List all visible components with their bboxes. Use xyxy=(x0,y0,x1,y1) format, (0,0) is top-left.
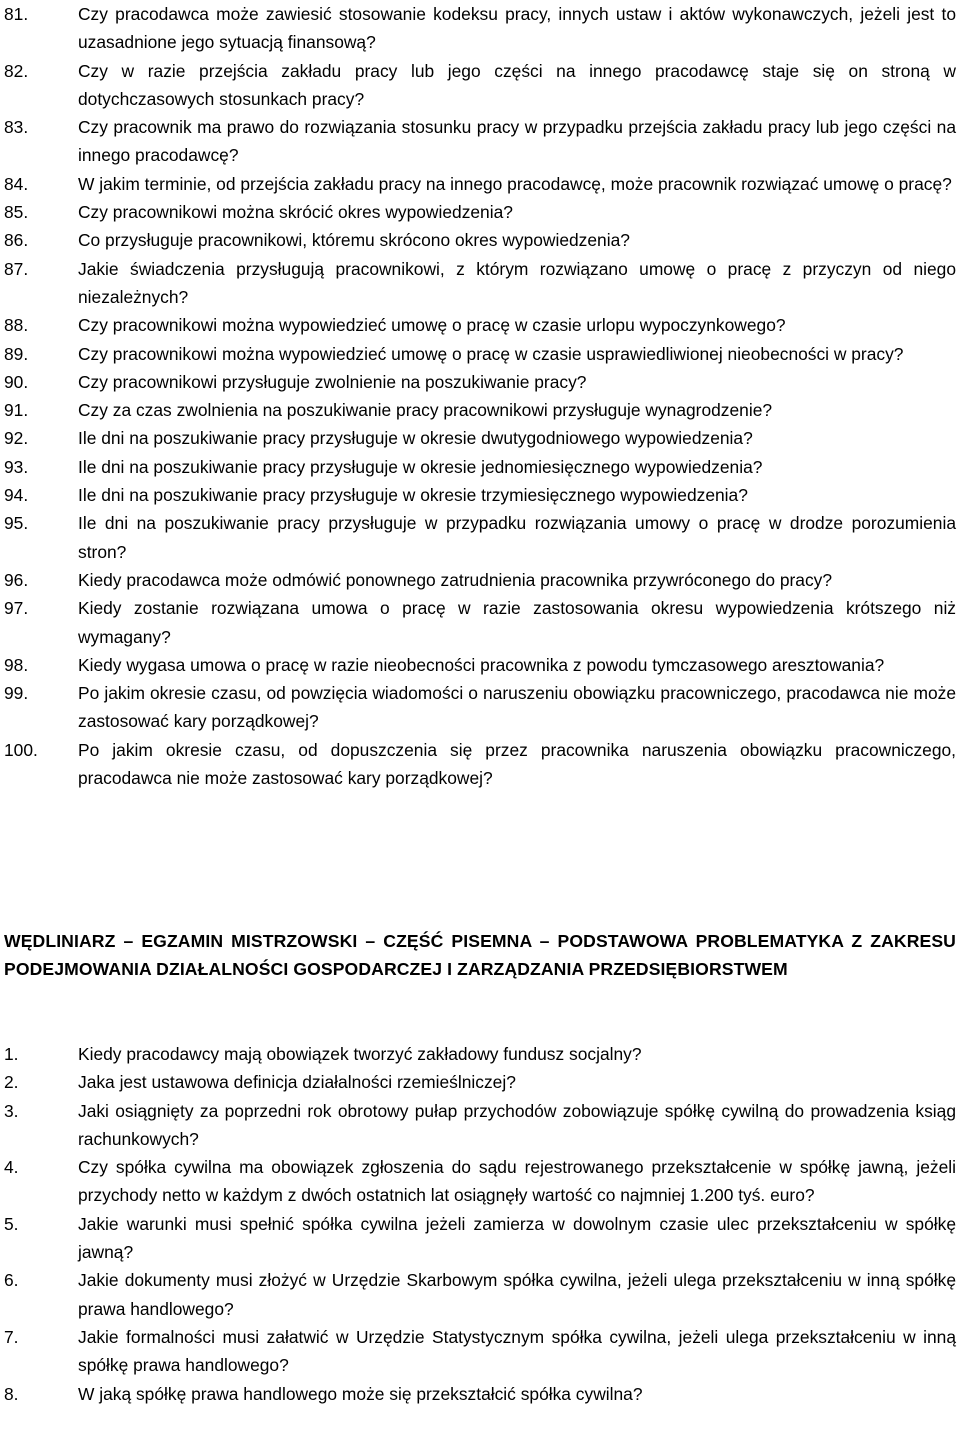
item-number: 92. xyxy=(4,428,29,449)
item-number: 100. xyxy=(4,739,38,760)
item-question-text: Ile dni na poszukiwanie pracy przysługuje w okresie jednomiesięcznego wypowiedzenia? xyxy=(78,456,763,477)
item-number: 99. xyxy=(4,683,29,704)
list-item xyxy=(0,651,960,679)
item-number: 97. xyxy=(4,598,29,619)
item-question-text: Ile dni na poszukiwanie pracy przysługuje w przypadku rozwiązania umowy o pracę w drodze porozumienia stron? xyxy=(78,513,956,562)
item-question-text: Czy za czas zwolnienia na poszukiwanie pracy pracownikowi przysługuje wynagrodzenie? xyxy=(78,400,773,421)
item-question-text: Po jakim okresie czasu, od powzięcia wiadomości o naruszeniu obowiązku pracowniczego, pracodawca nie może zastosować kary porządkowej? xyxy=(78,683,956,732)
item-number: 82. xyxy=(4,60,29,81)
list-item xyxy=(0,453,960,481)
item-number: 85. xyxy=(4,202,29,223)
item-number: 88. xyxy=(4,315,29,336)
item-question-text: Jakie świadczenia przysługują pracownikowi, z którym rozwiązano umowę o pracę z przyczyn od niego niezależnych? xyxy=(78,258,956,307)
list-item xyxy=(0,368,960,396)
item-question-text: Jakie formalności musi załatwić w Urzędzie Statystycznym spółka cywilna, jeżeli ulega przekształceniu w inną spółkę prawa handlowego? xyxy=(78,1326,956,1376)
item-number: 98. xyxy=(4,654,29,675)
item-question-text: Czy w razie przejścia zakładu pracy lub jego części na innego pracodawcę staje się on stroną w dotychczasowych stosunkach pracy? xyxy=(78,60,956,109)
list-item xyxy=(0,481,960,509)
list-item xyxy=(0,226,960,254)
item-question-text: Czy pracownikowi można wypowiedzieć umowę o pracę w czasie usprawiedliwionej nieobecności w pracy? xyxy=(78,343,904,364)
item-question-text: Czy pracownikowi można wypowiedzieć umowę o pracę w czasie urlopu wypoczynkowego? xyxy=(78,315,786,336)
list-item xyxy=(0,1380,960,1408)
item-number: 7. xyxy=(4,1326,19,1347)
item-question-text: Czy pracodawca może zawiesić stosowanie kodeksu pracy, innych ustaw i aktów wykonawczych, jeżeli jest to uzasadnione jego sytuacją finansową? xyxy=(78,4,956,53)
item-number: 6. xyxy=(4,1270,19,1291)
item-number: 5. xyxy=(4,1213,19,1234)
item-number: 81. xyxy=(4,4,29,24)
item-question-text: Czy pracownikowi przysługuje zwolnienie na poszukiwanie pracy? xyxy=(78,371,587,392)
item-question-text: Jaka jest ustawowa definicja działalności rzemieślniczej? xyxy=(78,1072,516,1093)
item-question-text: Po jakim okresie czasu, od dopuszczenia się przez pracownika naruszenia obowiązku pracowniczego, pracodawca nie może zastosować kary porządkowej? xyxy=(78,739,956,789)
item-number: 3. xyxy=(4,1100,19,1121)
list-item xyxy=(0,509,960,566)
list-item xyxy=(0,198,960,226)
item-number: 83. xyxy=(4,117,29,138)
list-item xyxy=(0,170,960,198)
item-question-text: Co przysługuje pracownikowi, któremu skrócono okres wypowiedzenia? xyxy=(78,230,630,251)
item-number: 87. xyxy=(4,258,29,279)
list-item xyxy=(0,1153,960,1210)
item-question-text: Jakie dokumenty musi złożyć w Urzędzie Skarbowym spółka cywilna, jeżeli ulega przekształceniu w inną spółkę prawa handlowego? xyxy=(78,1270,956,1319)
list-item xyxy=(0,1266,960,1323)
item-question-text: Czy pracownik ma prawo do rozwiązania stosunku pracy w przypadku przejścia zakładu pracy lub jego części na innego pracodawcę? xyxy=(78,117,956,166)
item-question-text: Czy pracownikowi można skrócić okres wypowiedzenia? xyxy=(78,202,513,223)
item-number: 90. xyxy=(4,371,29,392)
item-number: 2. xyxy=(4,1072,19,1093)
list-item xyxy=(0,1068,960,1096)
list-item xyxy=(0,1097,960,1154)
item-number: 8. xyxy=(4,1383,19,1404)
list-item xyxy=(0,594,960,651)
list-item xyxy=(0,255,960,312)
item-number: 95. xyxy=(4,513,29,534)
item-question-text: W jakim terminie, od przejścia zakładu pracy na innego pracodawcę, może pracownik rozwiązać umowę o pracę? xyxy=(78,173,952,194)
item-question-text: Kiedy pracodawcy mają obowiązek tworzyć zakładowy fundusz socjalny? xyxy=(78,1044,642,1064)
list-item xyxy=(0,679,960,736)
item-question-text: W jaką spółkę prawa handlowego może się przekształcić spółka cywilna? xyxy=(78,1383,643,1404)
list-item xyxy=(0,340,960,368)
list-item xyxy=(0,1040,960,1068)
item-number: 94. xyxy=(4,485,29,506)
item-question-text: Jaki osiągnięty za poprzedni rok obrotowy pułap przychodów zobowiązuje spółkę cywilną do prowadzenia ksiąg rachunkowych? xyxy=(78,1100,956,1149)
list-item xyxy=(0,0,960,57)
item-question-text: Ile dni na poszukiwanie pracy przysługuje w okresie dwutygodniowego wypowiedzenia? xyxy=(78,428,753,449)
item-question-text: Kiedy zostanie rozwiązana umowa o pracę w razie zastosowania okresu wypowiedzenia krótszego niż wymagany? xyxy=(78,598,956,647)
item-question-text: Ile dni na poszukiwanie pracy przysługuje w okresie trzymiesięcznego wypowiedzenia? xyxy=(78,485,748,506)
list-item xyxy=(0,736,960,793)
item-number: 93. xyxy=(4,456,29,477)
item-question-text: Kiedy wygasa umowa o pracę w razie nieobecności pracownika z powodu tymczasowego aresztowania? xyxy=(78,654,885,675)
list-item xyxy=(0,1210,960,1267)
section-heading: WĘDLINIARZ – EGZAMIN MISTRZOWSKI – CZĘŚĆ PISEMNA – PODSTAWOWA PROBLEMATYKA Z ZAKRESU PODEJMOWANIA DZIAŁALNOŚCI GOSPODARCZEJ I ZARZĄDZANIA PRZEDSIĘBIORSTWEM xyxy=(4,931,956,980)
item-number: 91. xyxy=(4,400,29,421)
list-item xyxy=(0,396,960,424)
item-number: 4. xyxy=(4,1157,19,1178)
item-number: 89. xyxy=(4,343,29,364)
item-question-text: Kiedy pracodawca może odmówić ponownego zatrudnienia pracownika przywróconego do pracy? xyxy=(78,569,833,590)
list-item xyxy=(0,57,960,114)
question-list-part2 xyxy=(0,1040,960,1408)
item-number: 1. xyxy=(4,1044,19,1064)
list-item xyxy=(0,566,960,594)
item-number: 86. xyxy=(4,230,29,251)
item-question-text: Jakie warunki musi spełnić spółka cywilna jeżeli zamierza w dowolnym czasie ulec przekształceniu w spółkę jawną? xyxy=(78,1213,956,1263)
item-number: 84. xyxy=(4,173,29,194)
item-question-text: Czy spółka cywilna ma obowiązek zgłoszenia do sądu rejestrowanego przekształcenie w spółkę jawną, jeżeli przychody netto w każdym z dwóch ostatnich lat osiągnęły wartość co najmniej 1.200 tyś. euro? xyxy=(78,1157,956,1206)
list-item xyxy=(0,1323,960,1380)
list-item xyxy=(0,311,960,339)
list-item xyxy=(0,424,960,452)
item-number: 96. xyxy=(4,569,29,590)
list-item xyxy=(0,113,960,170)
